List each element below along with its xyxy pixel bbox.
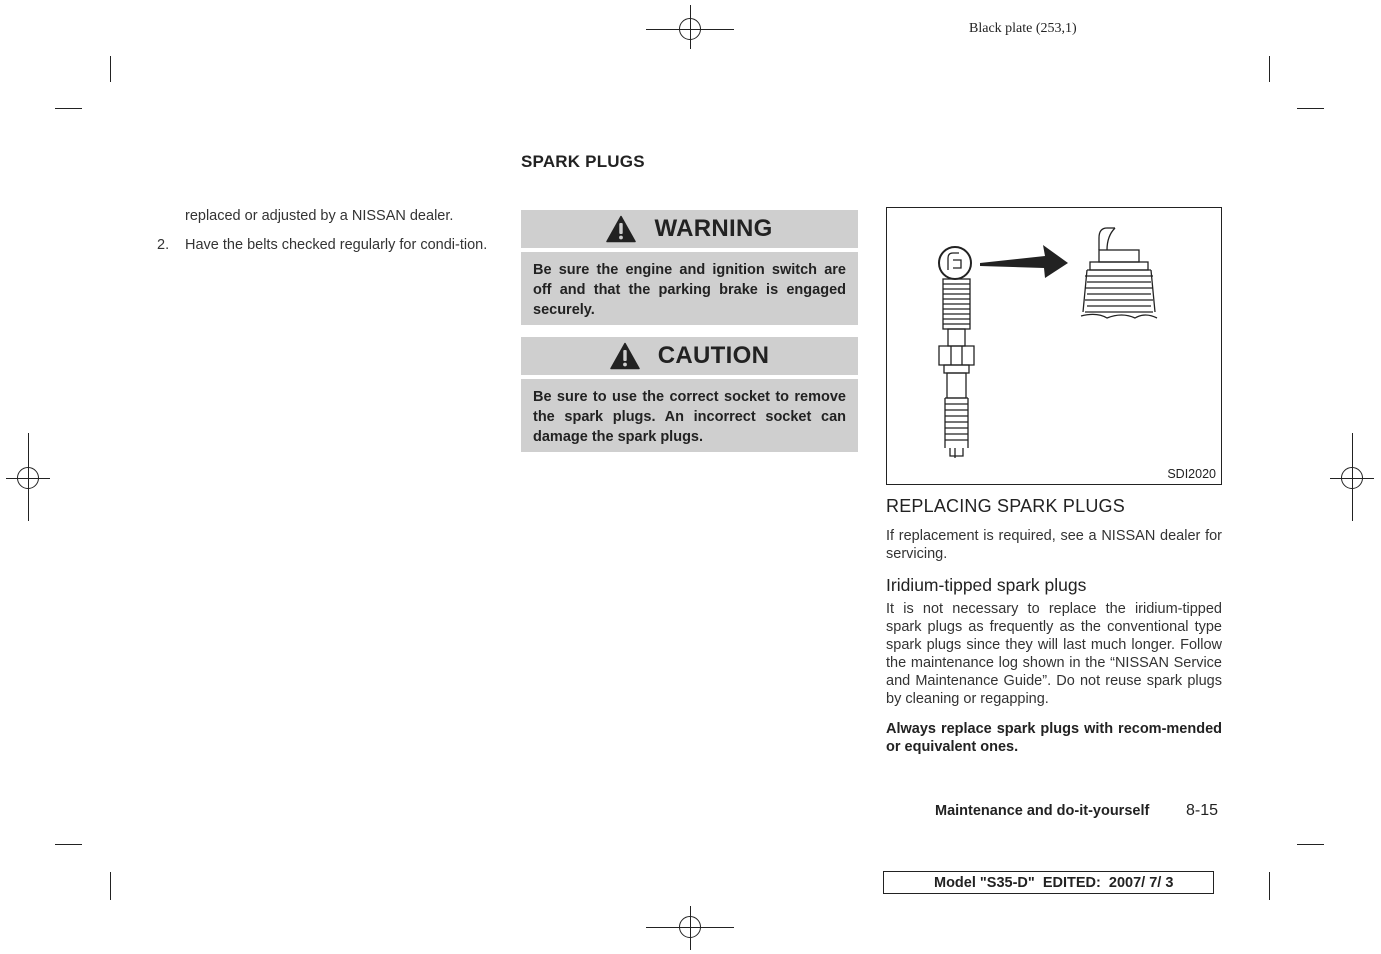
replacing-text: If replacement is required, see a NISSAN dealer for servicing. — [886, 528, 1222, 562]
iridium-text: It is not necessary to replace the iridium-tipped spark plugs as frequently as the conventional type spark plugs since they will last much longer. Follow the maintenance log shown in the “NISSAN Service and Maintenance Guide”. Do not reuse spark plugs by cleaning or regapping. — [886, 601, 1222, 707]
warning-triangle-icon — [606, 215, 636, 243]
warning-triangle-icon — [610, 342, 640, 370]
caution-text: Be sure to use the correct socket to remove the spark plugs. An incorrect socket can damage the spark plugs. — [521, 379, 858, 452]
warning-box — [521, 210, 858, 325]
footer-section-title: Maintenance and do-it-yourself — [935, 803, 1150, 819]
figure-code: SDI2020 — [1167, 467, 1216, 481]
plate-label: Black plate (253,1) — [969, 21, 1077, 36]
spark-plug-illustration — [887, 208, 1221, 484]
warning-header — [521, 210, 858, 248]
iridium-note: Always replace spark plugs with recom-mended or equivalent ones. — [886, 721, 1222, 755]
caution-box — [521, 337, 858, 452]
warning-label: WARNING — [654, 215, 773, 242]
warning-text: Be sure the engine and ignition switch are off and that the parking brake is engaged securely. — [521, 252, 858, 325]
page-number: 8-15 — [1186, 802, 1219, 819]
caution-header — [521, 337, 858, 375]
left-column — [157, 207, 494, 254]
replacing-title: REPLACING SPARK PLUGS — [886, 496, 1125, 516]
iridium-title: Iridium-tipped spark plugs — [886, 575, 1087, 595]
spark-plug-figure — [886, 207, 1222, 485]
caution-label: CAUTION — [657, 342, 770, 369]
list-item-text: Have the belts checked regularly for condi-tion. — [185, 237, 488, 253]
continuation-text: replaced or adjusted by a NISSAN dealer. — [185, 208, 454, 224]
list-item — [157, 236, 494, 254]
model-edited-box: Model "S35-D" EDITED: 2007/ 7/ 3 — [883, 871, 1214, 894]
section-title: SPARK PLUGS — [521, 152, 645, 171]
list-item-number: 2. — [157, 237, 170, 253]
